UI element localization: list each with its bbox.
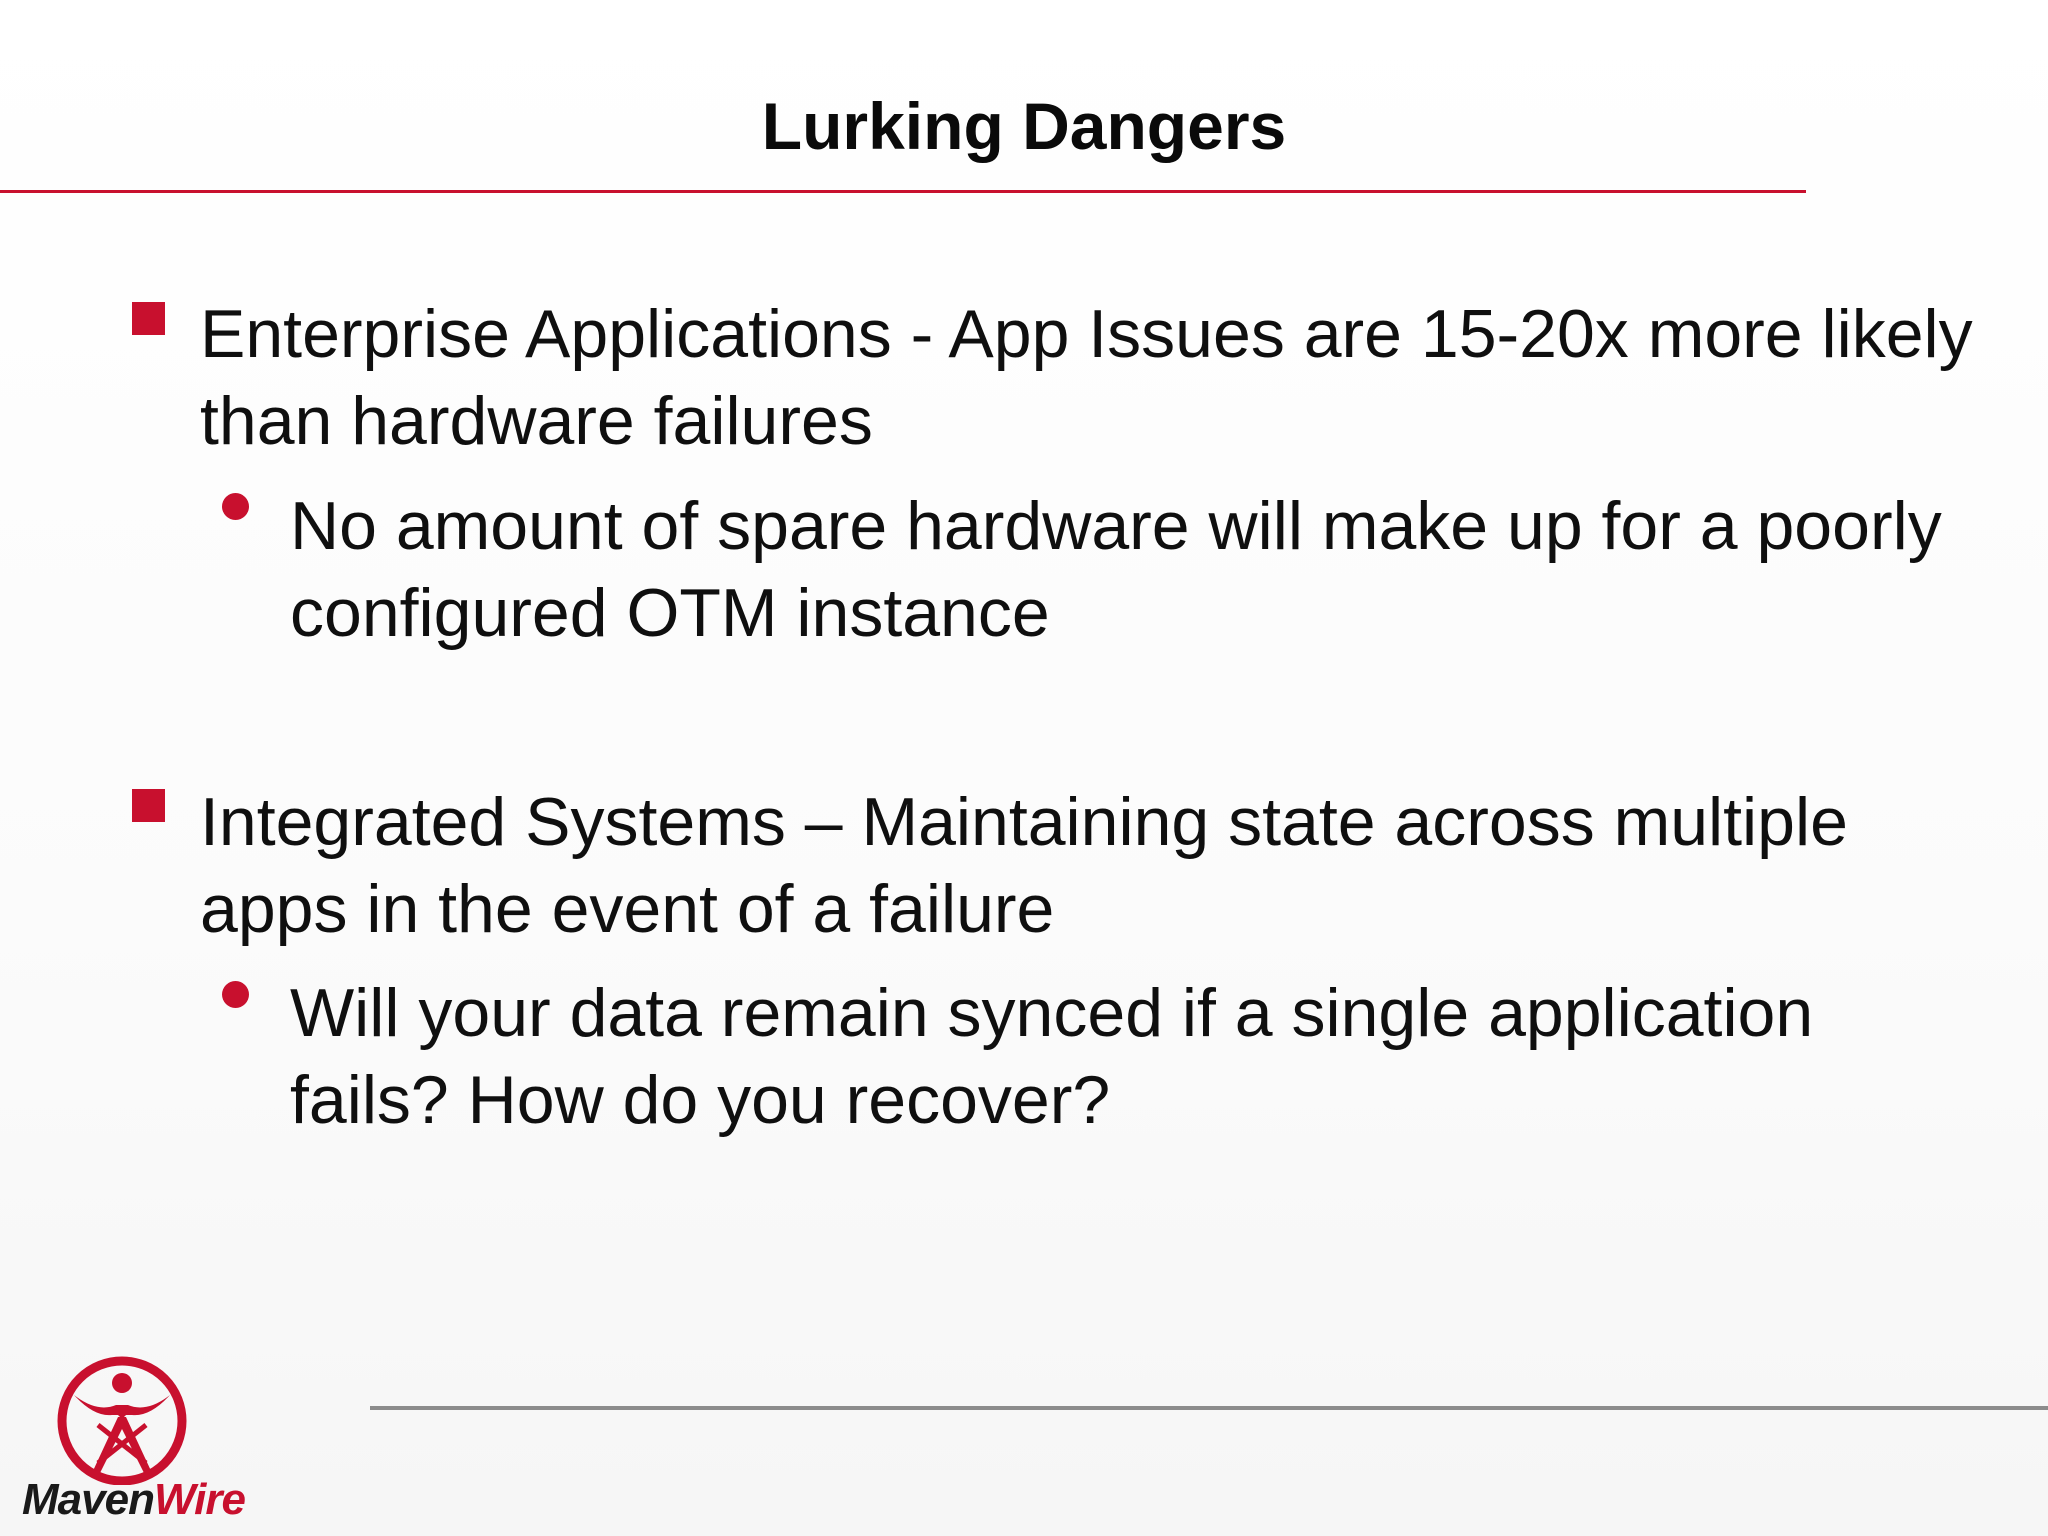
square-bullet-icon bbox=[132, 302, 165, 335]
logo-text-maven: Maven bbox=[22, 1475, 154, 1524]
square-bullet-icon bbox=[132, 789, 165, 822]
sub-bullet-text-2: Will your data remain synced if a single application fails? How do you recover? bbox=[290, 975, 1814, 1138]
round-bullet-icon bbox=[222, 981, 249, 1008]
footer-divider bbox=[370, 1406, 2048, 1410]
mavenwire-logo bbox=[22, 1355, 312, 1525]
sub-bullet-text-1: No amount of spare hardware will make up for a poorly configured OTM instance bbox=[290, 488, 1942, 651]
logo-wordmark bbox=[22, 1475, 245, 1525]
slide-title: Lurking Dangers bbox=[761, 89, 1287, 163]
bullet-text-1: Enterprise Applications - App Issues are 15-20x more likely than hardware failures bbox=[200, 296, 1973, 459]
logo-text-wire: Wire bbox=[153, 1475, 245, 1524]
round-bullet-icon bbox=[222, 493, 249, 520]
bullet-text-2: Integrated Systems – Maintaining state across multiple apps in the event of a failure bbox=[200, 784, 1848, 947]
logo-emblem-icon bbox=[52, 1355, 192, 1485]
